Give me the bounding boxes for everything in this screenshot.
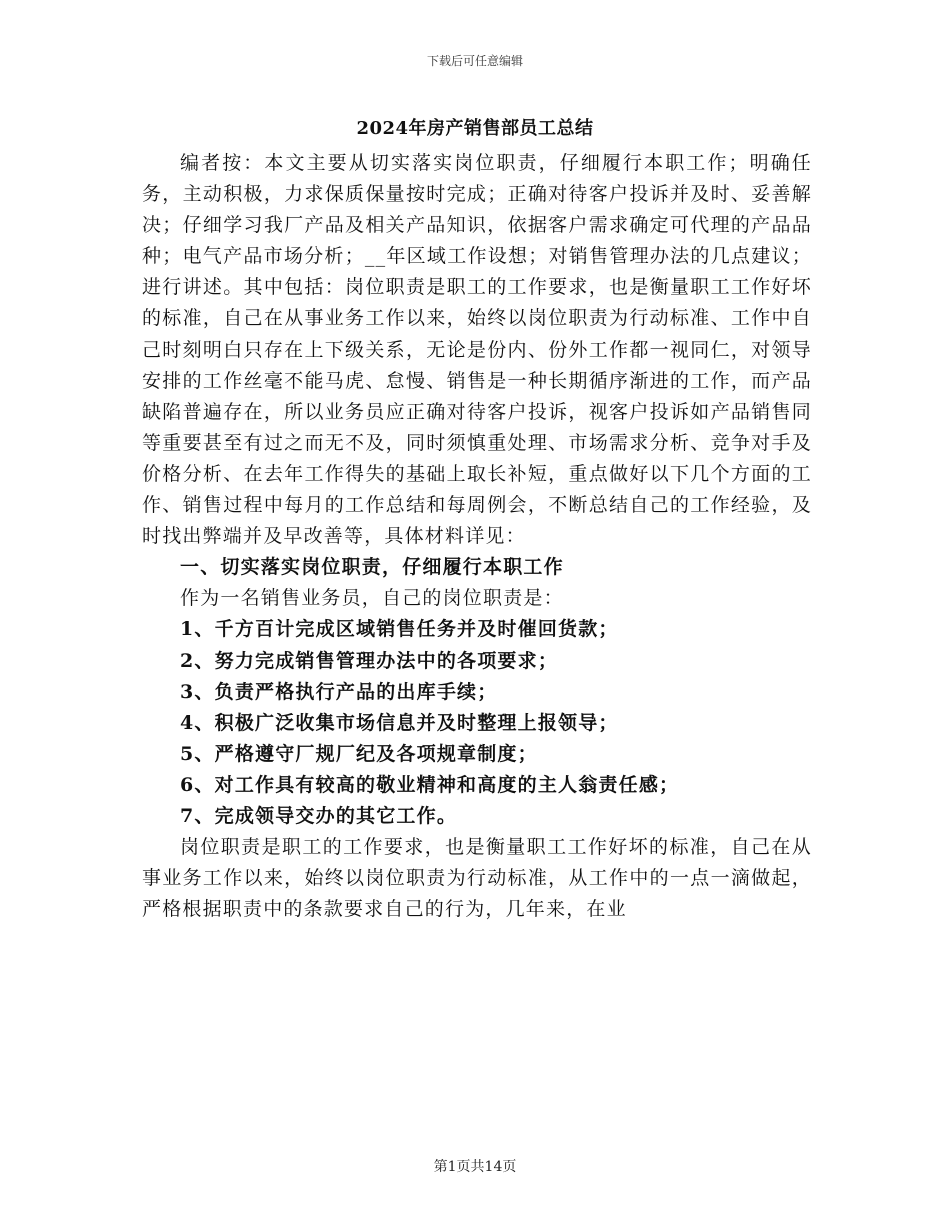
page-number: 第1页共14页 [433,1159,517,1175]
closing-paragraph: 岗位职责是职工的工作要求，也是衡量职工工作好坏的标准，自己在从事业务工作以来，始终以岗位职责为行动标准，从工作中的一点一滴做起，严格根据职责中的条款要求自己的行为，几年来，在业 [142,836,812,921]
section-1-heading: 一、切实落实岗位职责，仔细履行本职工作 [180,556,564,579]
duty-item: 6、对工作具有较高的敬业精神和高度的主人翁责任感； [180,773,680,796]
duty-item: 7、完成领导交办的其它工作。 [180,804,458,827]
duty-item: 5、严格遵守厂规厂纪及各项规章制度； [180,742,538,765]
duty-item: 1、千方百计完成区域销售任务并及时催回货款； [180,618,619,641]
document-body [142,148,812,925]
duty-item: 2、努力完成销售管理办法中的各项要求； [180,649,559,672]
page-header-note: 下载后可任意编辑 [426,54,523,68]
document-title: 2024年房产销售部员工总结 [356,118,594,139]
duty-item: 4、积极广泛收集市场信息并及时整理上报领导； [180,711,619,734]
section-1-lead: 作为一名销售业务员，自己的岗位职责是： [180,587,564,610]
duty-item: 3、负责严格执行产品的出库手续； [180,680,498,703]
intro-paragraph: 编者按：本文主要从切实落实岗位职责，仔细履行本职工作；明确任务，主动积极，力求保质保量按时完成；正确对待客户投诉并及时、妥善解决；仔细学习我厂产品及相关产品知识，依据客户需求确定可代理的产品品种；电气产品市场分析；__年区域工作设想；对销售管理办法的几点建议；进行讲述。其中包括：岗位职责是职工的工作要求，也是衡量职工工作好坏的标准，自己在从事业务工作以来，始终以岗位职责为行动标准、工作中自己时刻明白只存在上下级关系，无论是份内、份外工作都一视同仁，对领导安排的工作丝毫不能马虎、怠慢、销售是一种长期循序渐进的工作，而产品缺陷普遍存在，所以业务员应正确对待客户投诉，视客户投诉如产品销售同等重要甚至有过之而无不及，同时须慎重处理、市场需求分析、竞争对手及价格分析、在去年工作得失的基础上取长补短，重点做好以下几个方面的工作、销售过程中每月的工作总结和每周例会，不断总结自己的工作经验，及时找出弊端并及早改善等，具体材料详见： [142,152,812,548]
